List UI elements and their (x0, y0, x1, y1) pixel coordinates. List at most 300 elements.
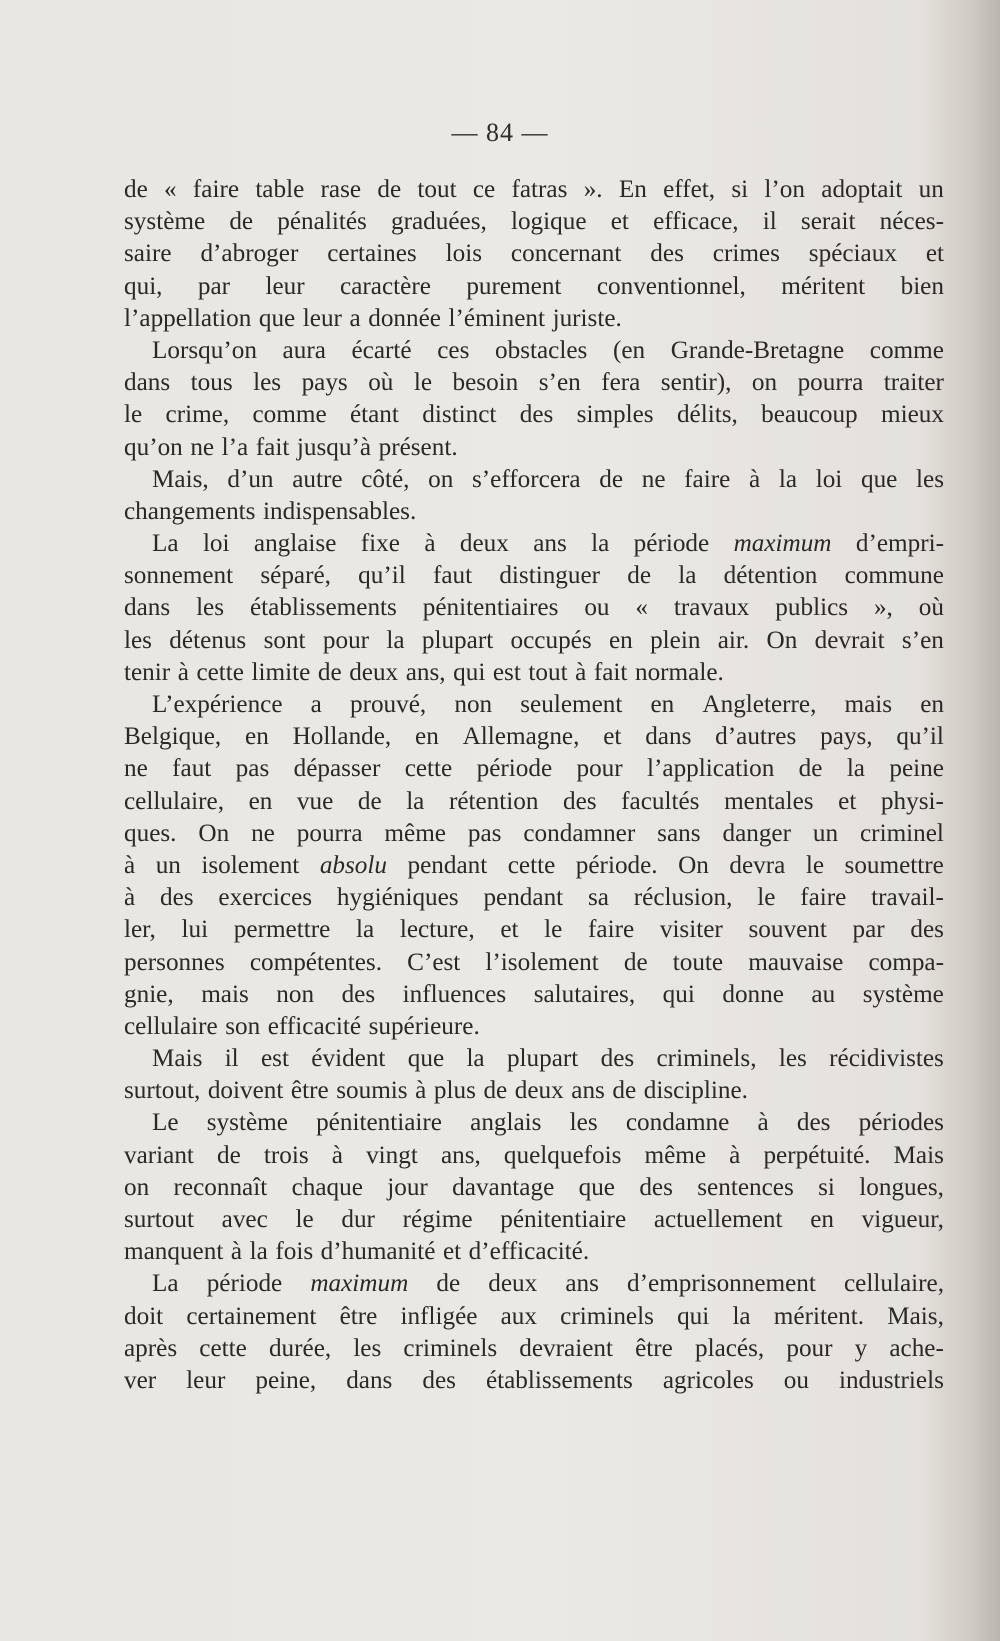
word: à (331, 1141, 343, 1169)
word: ne (190, 433, 215, 461)
word: qui (453, 658, 486, 686)
word: serait (800, 208, 856, 236)
word: évident (311, 1045, 386, 1073)
word: table (255, 176, 305, 203)
word: purement (466, 272, 562, 300)
word: en (248, 787, 273, 815)
word: fait (593, 658, 628, 686)
word: l’on (764, 176, 805, 203)
text-line (124, 914, 944, 946)
word: crime, (165, 401, 230, 429)
word: graduées, (390, 208, 487, 236)
word: tout (528, 658, 568, 686)
word: condamner (523, 819, 636, 847)
word: pour (322, 626, 370, 654)
word: ces (437, 336, 470, 364)
word: son (225, 1012, 261, 1040)
word: sentences (697, 1173, 794, 1201)
text-line (124, 464, 944, 496)
word: en (810, 1206, 834, 1233)
word: de (217, 1141, 241, 1169)
word: un (812, 819, 839, 847)
word: pénitentiaire (316, 1109, 442, 1137)
word: de (377, 176, 402, 203)
word: le (124, 401, 143, 429)
word: mais (844, 691, 893, 718)
word: indispensables. (263, 497, 417, 525)
word: le (544, 916, 563, 944)
word: placés, (694, 1334, 765, 1362)
text-line (124, 206, 944, 238)
word: lecture, (399, 916, 475, 944)
word: manquent (124, 1238, 224, 1266)
word: dur (341, 1206, 375, 1233)
word: mauvaise (748, 948, 844, 976)
word: y (854, 1334, 868, 1362)
word: sans (657, 819, 701, 847)
word: système (862, 980, 944, 1008)
text-line (124, 592, 944, 624)
word: sentir), (660, 369, 732, 397)
paragraph (124, 335, 944, 464)
word: travail- (871, 884, 944, 912)
word: bien (900, 272, 944, 300)
word: soumis (336, 1077, 408, 1105)
word: de (599, 465, 624, 493)
text-line (124, 689, 944, 721)
word: délits, (676, 401, 738, 429)
word: si (731, 176, 749, 203)
word: faut (172, 755, 212, 783)
word: caractère (340, 272, 431, 300)
text-line (124, 625, 944, 657)
paragraph (124, 689, 944, 1043)
word: on (428, 465, 454, 493)
word: travaux (673, 594, 750, 622)
text-line (124, 1140, 944, 1172)
word: de (627, 562, 652, 590)
word: pas (235, 755, 270, 783)
word: la (678, 562, 697, 590)
word: des (160, 884, 194, 912)
word: deux (459, 530, 509, 558)
word: adoptait (821, 176, 903, 203)
word: Grande-Bretagne (670, 336, 845, 364)
word: En (618, 176, 647, 203)
word: ler, (124, 916, 156, 944)
word: Hollande, (292, 723, 392, 751)
word: efficace, (653, 208, 739, 236)
word: en (920, 691, 944, 718)
word: industriels (838, 1366, 944, 1394)
word: fixe (360, 530, 400, 558)
word: pas (467, 819, 502, 847)
word: Belgique, (124, 723, 222, 751)
word: variant (124, 1141, 194, 1169)
word: rase (320, 176, 362, 203)
text-line (124, 1333, 944, 1365)
word: de (229, 208, 254, 236)
word: besoin (452, 369, 519, 397)
paragraph (124, 174, 944, 335)
word: lois (445, 240, 483, 268)
word: permettre (233, 916, 331, 944)
word: récidivistes (829, 1045, 944, 1073)
text-line (124, 174, 944, 206)
word: compétentes. (249, 948, 383, 976)
word: méritent (781, 272, 866, 300)
word: la (732, 1302, 751, 1330)
word: supérieure. (368, 1012, 480, 1040)
word: ans (565, 1270, 599, 1298)
word: détention (723, 562, 818, 590)
word: l’application (647, 755, 775, 783)
word: salutaires, (533, 980, 636, 1008)
italic-word: maximum (310, 1270, 409, 1298)
word: peine (889, 755, 944, 783)
word: les (124, 626, 152, 654)
word: logique (510, 208, 587, 236)
word: on (751, 369, 778, 397)
word: à (177, 658, 189, 686)
word: l’éminent (448, 304, 546, 332)
word: côté, (361, 465, 410, 493)
text-line (124, 1075, 944, 1107)
word: surtout (124, 1206, 194, 1233)
word: réclusion, (633, 884, 733, 912)
text-line (124, 271, 944, 303)
word: des (910, 916, 944, 944)
word: gnie, (124, 980, 174, 1008)
word: ne (641, 465, 666, 493)
page-number: — 84 — (451, 118, 549, 147)
word: des (650, 240, 684, 268)
word: on (124, 1173, 150, 1201)
word: par (852, 916, 885, 944)
word: régime (402, 1206, 473, 1233)
word: anglaise (253, 530, 337, 558)
word: non (276, 980, 315, 1008)
word: spéciaux (808, 240, 897, 268)
word: rétention (448, 787, 539, 815)
word: fois (275, 1238, 314, 1266)
word: et (610, 208, 629, 236)
word: tenir (124, 658, 171, 686)
word: à (575, 658, 587, 686)
word: traiter (883, 369, 944, 397)
word: efficacité (267, 1012, 362, 1040)
word: pourra (296, 819, 363, 847)
word: air. (717, 626, 750, 654)
word: l’isolement (485, 948, 599, 976)
word: pénitentiaires (422, 594, 559, 622)
word: est (492, 658, 521, 686)
word: ache- (889, 1334, 944, 1362)
word: de (436, 1270, 461, 1298)
word: période (206, 1270, 283, 1298)
word: faire (192, 176, 240, 203)
word: d’abroger (200, 240, 299, 268)
word: On (766, 626, 798, 654)
text-line (124, 1011, 944, 1043)
word: être (290, 1077, 329, 1105)
word: un (155, 851, 181, 879)
word: que (860, 465, 898, 493)
word: s’efforcera (471, 465, 581, 493)
paragraph (124, 1043, 944, 1107)
word: physi- (880, 787, 944, 815)
text-line (124, 528, 944, 560)
text-line (124, 753, 944, 785)
word: ans (571, 1077, 605, 1105)
word: Mais (893, 1141, 944, 1169)
word: et (838, 787, 857, 815)
text-line (124, 979, 944, 1011)
word: des (563, 787, 597, 815)
word: d’emprisonnement (627, 1270, 816, 1298)
word: est (261, 1045, 289, 1073)
text-line (124, 1043, 944, 1075)
word: deux (514, 1077, 564, 1105)
word: les (353, 1334, 382, 1362)
word: comme (869, 336, 944, 364)
word: pendant (483, 884, 564, 912)
word: de (623, 948, 648, 976)
paragraph (124, 464, 944, 528)
word: non (454, 691, 493, 718)
word: plupart (506, 1045, 579, 1073)
word: ». (583, 176, 603, 203)
word: La (152, 1270, 179, 1298)
word: en (608, 626, 633, 654)
word: loi (202, 530, 230, 558)
word: changements (124, 497, 256, 525)
word: actuellement (653, 1206, 783, 1233)
word: à (230, 1238, 243, 1266)
word: influences (402, 980, 507, 1008)
word: pour (576, 755, 623, 783)
word: pays, (820, 723, 873, 751)
word: la (466, 1045, 485, 1073)
word: un (918, 176, 944, 203)
word: fait (255, 433, 290, 461)
word: à (729, 1141, 741, 1169)
word: prouvé, (349, 691, 427, 718)
word: en (650, 691, 675, 718)
word: Lorsqu’on (152, 336, 257, 364)
word: devrait (814, 626, 885, 654)
word: chaque (291, 1173, 363, 1201)
word: la (249, 1238, 268, 1266)
body-text (124, 174, 944, 1397)
word: peine, (255, 1366, 317, 1394)
word: méritent. (773, 1302, 865, 1330)
word: il (762, 208, 777, 236)
word: vue (296, 787, 334, 815)
word: Allemagne, (462, 723, 580, 751)
word: danger (722, 819, 791, 847)
paragraph (124, 1107, 944, 1268)
word: la (778, 465, 798, 493)
word: (en (612, 336, 646, 364)
word: en (245, 723, 269, 751)
word: de (798, 755, 823, 783)
word: distinct (422, 401, 497, 429)
word: être (339, 1302, 378, 1330)
word: seulement (520, 691, 623, 718)
word: d’humanité (320, 1238, 436, 1266)
word: devra (729, 851, 786, 879)
word: pendant (407, 851, 488, 879)
word: la (406, 787, 425, 815)
word: « (164, 176, 177, 203)
word: limite (251, 658, 311, 686)
word: ans, (440, 1141, 481, 1169)
word: juriste. (552, 304, 622, 332)
text-line (124, 1172, 944, 1204)
word: On (678, 851, 709, 879)
word: dépasser (293, 755, 381, 783)
word: ne (124, 755, 148, 783)
word: période (476, 755, 553, 783)
word: ce (472, 176, 496, 203)
word: criminel (860, 819, 944, 847)
word: condamne (625, 1109, 730, 1137)
word: publics (775, 594, 849, 622)
word: deux (349, 658, 399, 686)
word: plus (433, 1077, 476, 1105)
word: certaines (327, 240, 417, 268)
word: il (224, 1045, 239, 1073)
word: agricoles (662, 1366, 754, 1394)
word: l’a (221, 433, 249, 461)
word: ne (251, 819, 275, 847)
text-line (124, 496, 944, 528)
word: », (873, 594, 893, 622)
text-line (124, 432, 944, 464)
word: La (152, 530, 179, 558)
word: criminels (403, 1334, 498, 1362)
word: donne (722, 980, 784, 1008)
word: Angleterre, (702, 691, 817, 718)
word: autre (292, 465, 343, 493)
word: C’est (407, 948, 461, 976)
word: personnes (124, 948, 225, 976)
word: néces- (879, 208, 944, 236)
word: par (197, 272, 231, 300)
word: de (317, 658, 342, 686)
word: la (846, 755, 865, 783)
word: plupart (421, 626, 494, 654)
text-line (124, 367, 944, 399)
word: longues, (859, 1173, 944, 1201)
word: des (341, 980, 376, 1008)
word: qu’on (124, 433, 183, 461)
word: période. (575, 851, 658, 879)
text-line (124, 657, 944, 689)
word: On (198, 819, 230, 847)
word: leur (186, 1366, 226, 1394)
word: criminels (560, 1302, 654, 1330)
word: dans (645, 723, 692, 751)
paragraph (124, 528, 944, 689)
word: facultés (621, 787, 700, 815)
word: criminels, (656, 1045, 757, 1073)
word: fera (601, 369, 641, 397)
word: même (644, 1141, 707, 1169)
word: tout (417, 176, 457, 203)
word: cellulaire, (844, 1270, 944, 1298)
word: isolement (201, 851, 300, 879)
word: écarté (351, 336, 412, 364)
word: ques. (124, 819, 177, 847)
word: fatras (511, 176, 568, 203)
word: cellulaire, (124, 787, 224, 815)
text-line (124, 1236, 944, 1268)
word: loi (815, 465, 843, 493)
word: perpétuité. (763, 1141, 871, 1169)
word: sont (263, 626, 306, 654)
word: concernant (510, 240, 622, 268)
word: d’empri- (855, 530, 944, 558)
word: dans (346, 1366, 393, 1394)
word: que (578, 1173, 615, 1201)
word: cette (196, 658, 244, 686)
word: vigueur, (861, 1206, 944, 1233)
word: cette (199, 1334, 247, 1362)
word: aux (500, 1302, 537, 1330)
word: commune (844, 562, 944, 590)
word: occupés (510, 626, 592, 654)
text-line (124, 238, 944, 270)
word: pourra (797, 369, 864, 397)
word: d’un (227, 465, 274, 493)
word: dans (124, 594, 171, 622)
word: vingt (366, 1141, 418, 1169)
word: ou (584, 594, 610, 622)
word: comme (252, 401, 327, 429)
word: discipline. (643, 1077, 748, 1105)
word: s’en (901, 626, 944, 654)
word: le (805, 851, 825, 879)
word: qu’il (896, 723, 944, 751)
word: aura (282, 336, 326, 364)
word: doivent (207, 1077, 284, 1105)
word: exercices (218, 884, 313, 912)
word: l’appellation (124, 304, 252, 332)
word: qui, (124, 272, 163, 300)
word: cette (507, 851, 556, 879)
word: séparé, (260, 562, 331, 590)
word: à (748, 465, 761, 493)
word: distinguer (499, 562, 601, 590)
text-line (124, 882, 944, 914)
word: ou (783, 1366, 809, 1394)
word: quelquefois (503, 1141, 622, 1169)
word: qui (677, 1302, 710, 1330)
word: surtout, (124, 1077, 201, 1105)
word: à (415, 1077, 427, 1105)
word: faire (800, 884, 847, 912)
word: simples (576, 401, 654, 429)
word: durée, (268, 1334, 332, 1362)
word: ver (124, 1366, 157, 1394)
word: de (357, 787, 382, 815)
text-line (124, 1107, 944, 1139)
word: pénalités (277, 208, 367, 236)
word: qu’il (358, 562, 406, 590)
word: les (778, 1045, 807, 1073)
